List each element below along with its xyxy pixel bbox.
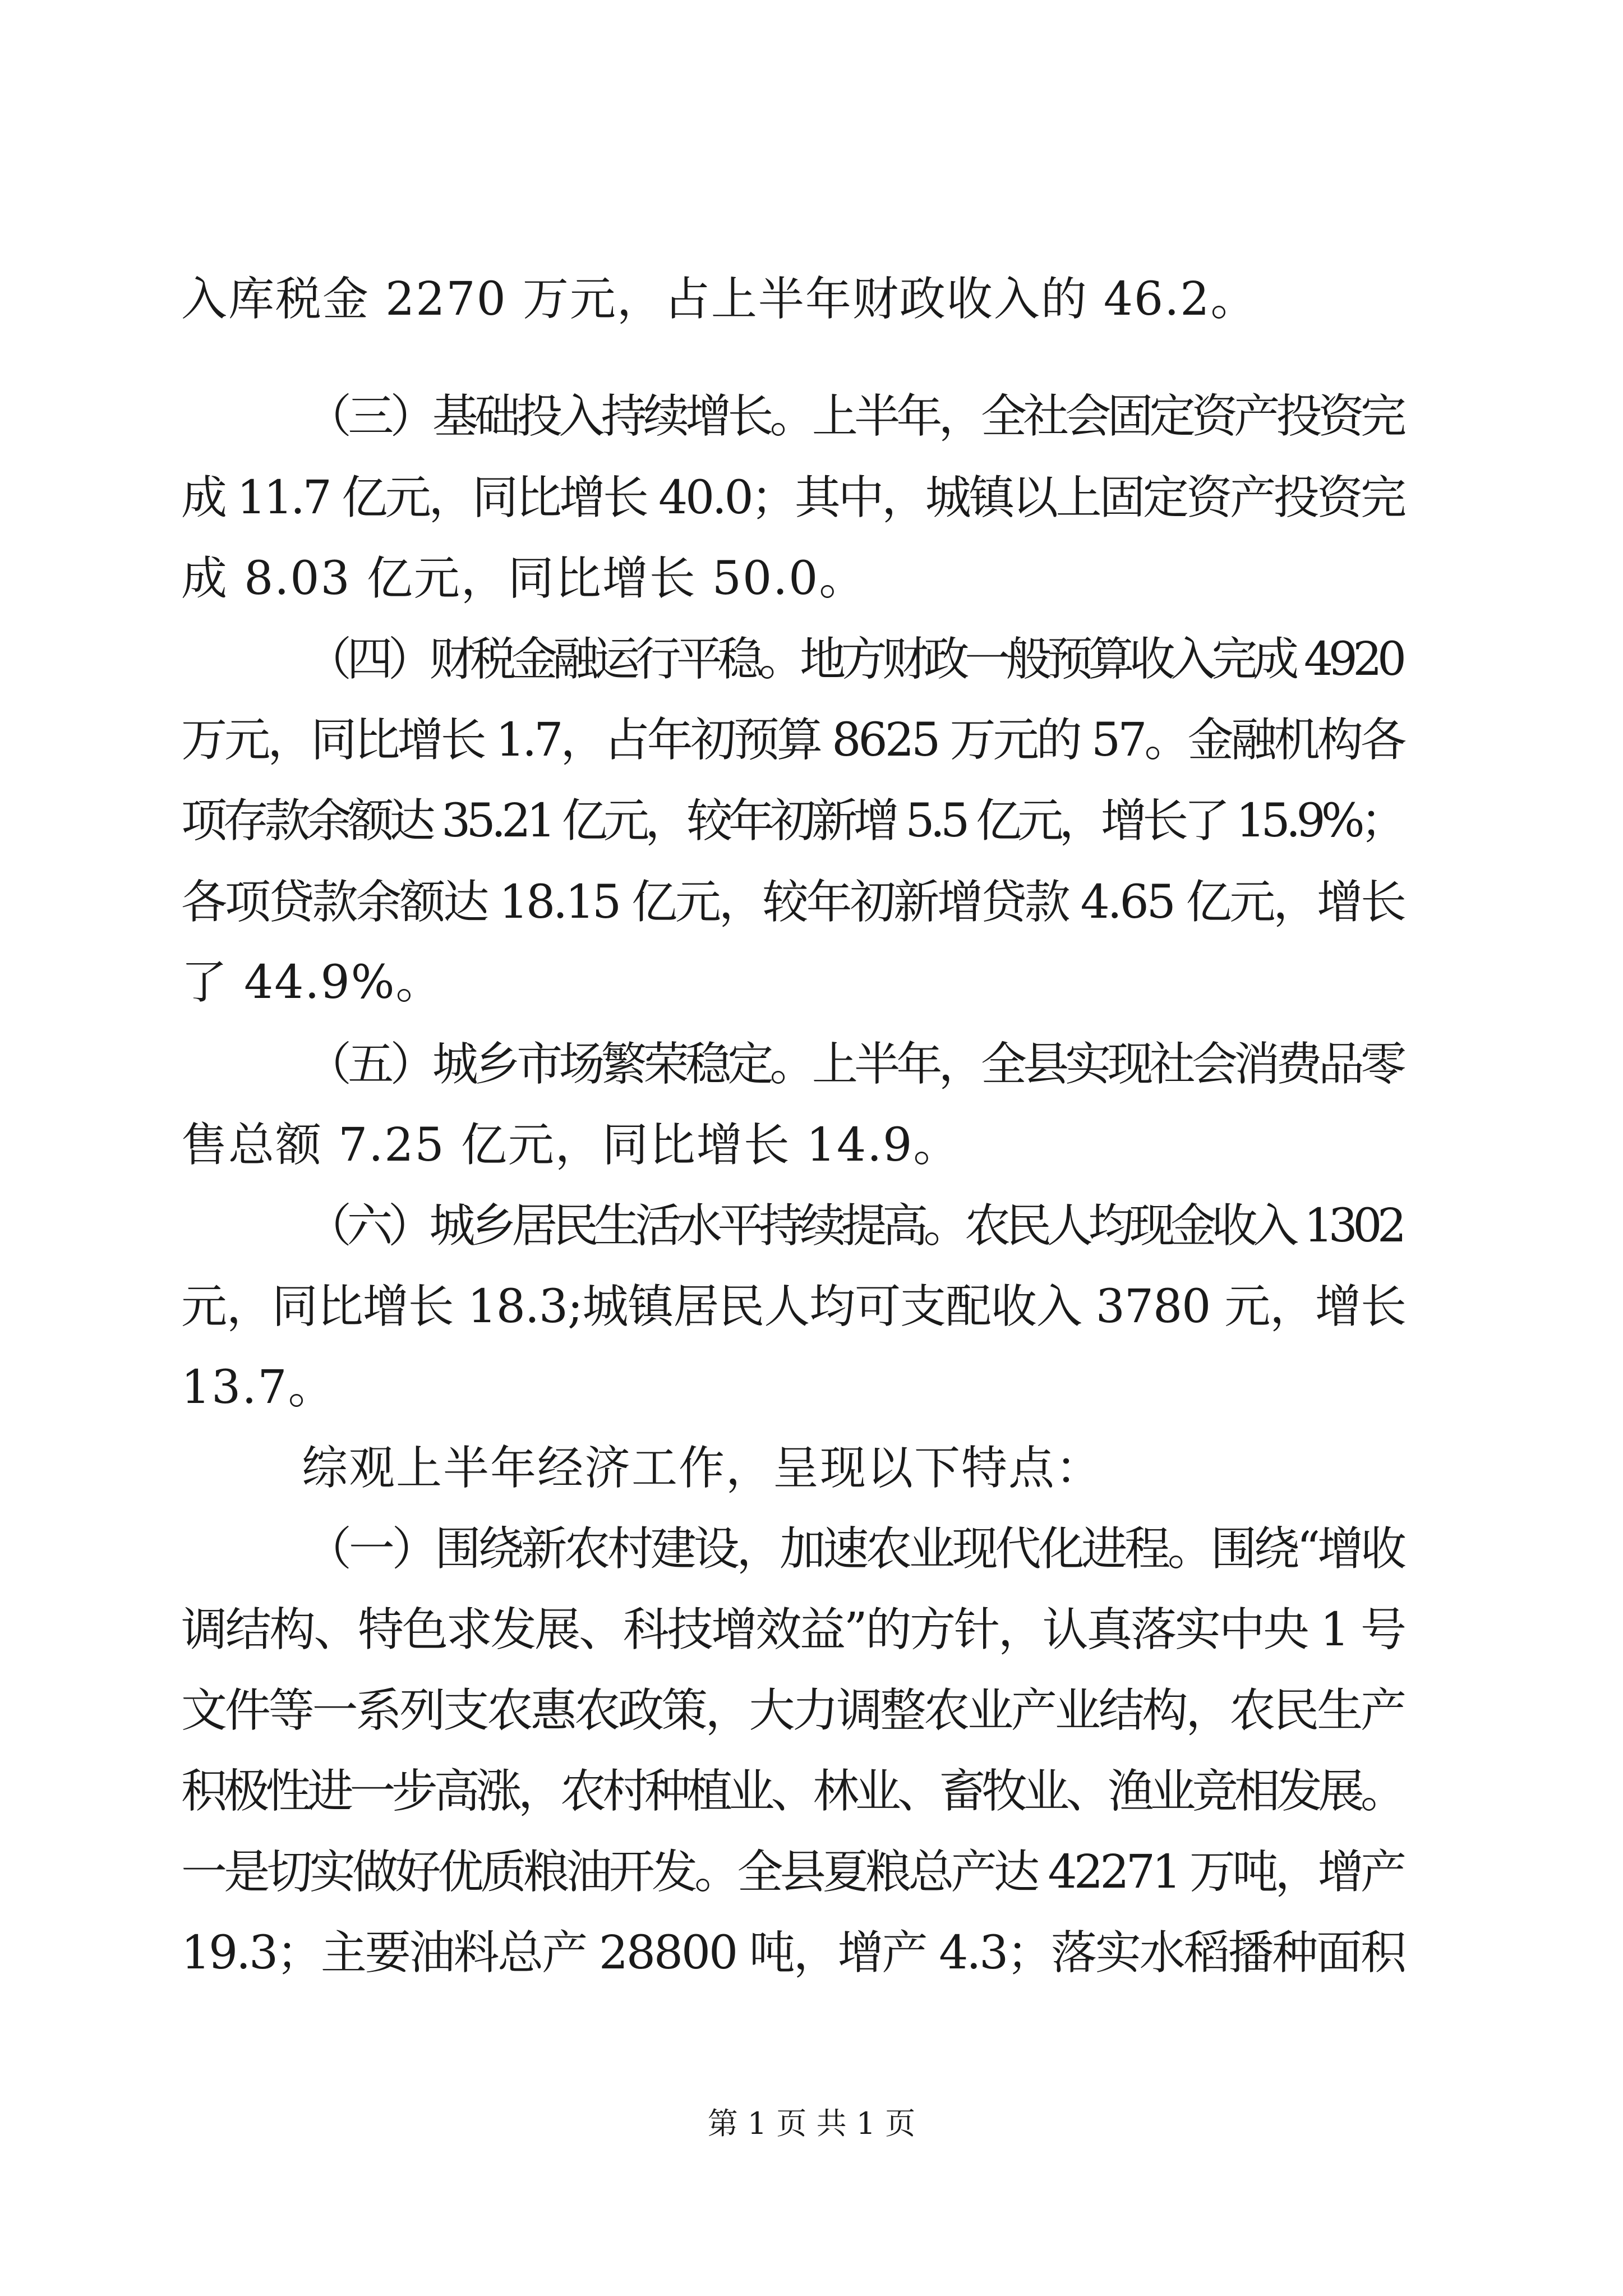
body-text-line: 成 8.03 亿元，同比增长 50.0。 <box>181 552 866 605</box>
body-text-line: 项存款余额达 35.21 亿元，较年初新增 5.5 亿元，增长了 15.9%； <box>181 794 1403 848</box>
body-text-line: 入库税金 2270 万元，占上半年财政收入的 46.2。 <box>181 273 1258 326</box>
body-text-line: （三）基础投入持续增长。上半年，全社会固定资产投资完 <box>306 390 1403 443</box>
body-text-line: 13.7。 <box>181 1361 335 1414</box>
body-text-line: 元，同比增长 18.3;城镇居民人均可支配收入 3780 元，增长 <box>181 1280 1406 1333</box>
body-text-line: 一是切实做好优质粮油开发。全县夏粮总产达 42271 万吨，增产 <box>181 1846 1404 1899</box>
body-text-line: （四）财税金融运行平稳。地方财政一般预算收入完成 4920 <box>306 633 1402 686</box>
body-text-line: 了 44.9%。 <box>181 956 443 1009</box>
body-text-line: 19.3；主要油料总产 28800 吨，增产 4.3；落实水稻播种面积 <box>181 1926 1405 1980</box>
body-text-line: 成 11.7 亿元，同比增长 40.0；其中，城镇以上固定资产投资完 <box>181 471 1404 524</box>
body-text-line: 文件等一系列支农惠农政策，大力调整农业产业结构，农民生产 <box>181 1684 1404 1737</box>
page-number-footer: 第 1 页 共 1 页 <box>707 2106 916 2141</box>
body-text-line: （五）城乡市场繁荣稳定。上半年，全县实现社会消费品零 <box>306 1038 1403 1091</box>
body-text-line: （一）围绕新农村建设，加速农业现代化进程。围绕“增收 <box>306 1522 1404 1576</box>
body-text-line: 万元，同比增长 1.7，占年初预算 8625 万元的 57。金融机构各 <box>181 714 1404 767</box>
body-text-line: 调结构、特色求发展、科技增效益”的方针，认真落实中央 1 号 <box>181 1603 1405 1657</box>
body-text-line: （六）城乡居民生活水平持续提高。农民人均现金收入 1302 <box>306 1199 1402 1253</box>
body-text-line: 售总额 7.25 亿元，同比增长 14.9。 <box>181 1119 961 1172</box>
body-text-line: 综观上半年经济工作，呈现以下特点： <box>302 1442 1103 1495</box>
body-text-line: 积极性进一步高涨，农村种植业、林业、畜牧业、渔业竞相发展。 <box>181 1765 1403 1818</box>
body-text-line: 各项贷款余额达 18.15 亿元，较年初新增贷款 4.65 亿元，增长 <box>181 876 1404 929</box>
